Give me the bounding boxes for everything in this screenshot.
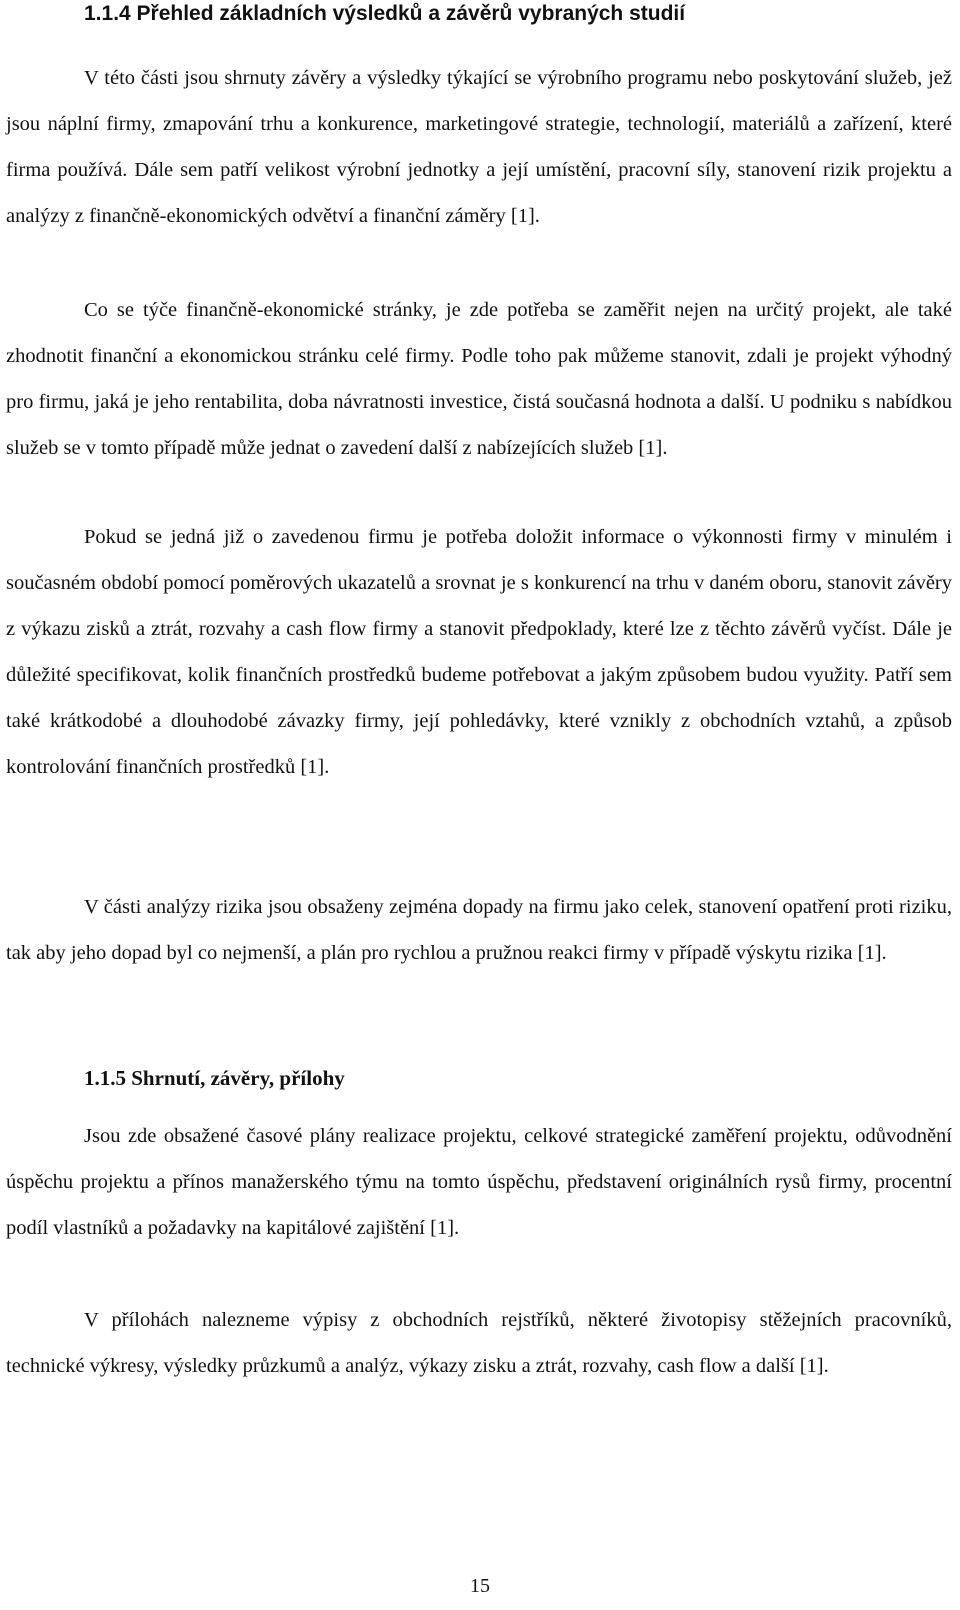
paragraph-results-summary: V této části jsou shrnuty závěry a výsledky týkající se výrobního programu nebo poskytování služeb, jež jsou náplní firmy, zmapování trhu a konkurence, marketingové strategie, technologií, materiálů a zařízení, které firma používá. Dále sem patří velikost výrobní jednotky a její umístění, pracovní síly, stanovení rizik projektu a analýzy z finančně-ekonomických odvětví a finanční záměry [1]. [6,67,952,227]
page-number: 15 [470,1575,490,1597]
paragraph-risk-analysis: V části analýzy rizika jsou obsaženy zejména dopady na firmu jako celek, stanovení opatření proti riziku, tak aby jeho dopad byl co nejmenší, a plán pro rychlou a pružnou reakci firmy v případě výskytu rizika [1]. [6,896,952,964]
paragraph-appendices: V přílohách nalezneme výpisy z obchodních rejstříků, některé životopisy stěžejních pracovníků, technické výkresy, výsledky průzkumů a analýz, výkazy zisku a ztrát, rozvahy, cash flow a další [1]. [6,1309,952,1377]
paragraph-time-plans: Jsou zde obsažené časové plány realizace projektu, celkové strategické zaměření projektu, odůvodnění úspěchu projektu a přínos manažerského týmu na tomto úspěchu, představení originálních rysů firmy, procentní podíl vlastníků a požadavky na kapitálové zajištění [1]. [6,1125,952,1239]
section-heading-1-1-4: 1.1.4 Přehled základních výsledků a závěrů vybraných studií [84,2,686,25]
paragraph-established-firm: Pokud se jedná již o zavedenou firmu je potřeba doložit informace o výkonnosti firmy v minulém i současném období pomocí poměrových ukazatelů a srovnat je s konkurencí na trhu v daném oboru, stanovit závěry z výkazu zisků a ztrát, rozvahy a cash flow firmy a stanovit předpoklady, které lze z těchto závěrů vyčíst. Dále je důležité specifikovat, kolik finančních prostředků budeme potřebovat a jakým způsobem budou využity. Patří sem také krátkodobé a dlouhodobé závazky firmy, její pohledávky, které vznikly z obchodních vztahů, a způsob kontrolování finančních prostředků [1]. [6,526,952,778]
section-heading-1-1-5: 1.1.5 Shrnutí, závěry, přílohy [84,1066,345,1090]
paragraph-financial-economic: Co se týče finančně-ekonomické stránky, je zde potřeba se zaměřit nejen na určitý projekt, ale také zhodnotit finanční a ekonomickou stránku celé firmy. Podle toho pak můžeme stanovit, zdali je projekt výhodný pro firmu, jaká je jeho rentabilita, doba návratnosti investice, čistá současná hodnota a další. U podniku s nabídkou služeb se v tomto případě může jednat o zavedení další z nabízejících služeb [1]. [6,299,952,459]
